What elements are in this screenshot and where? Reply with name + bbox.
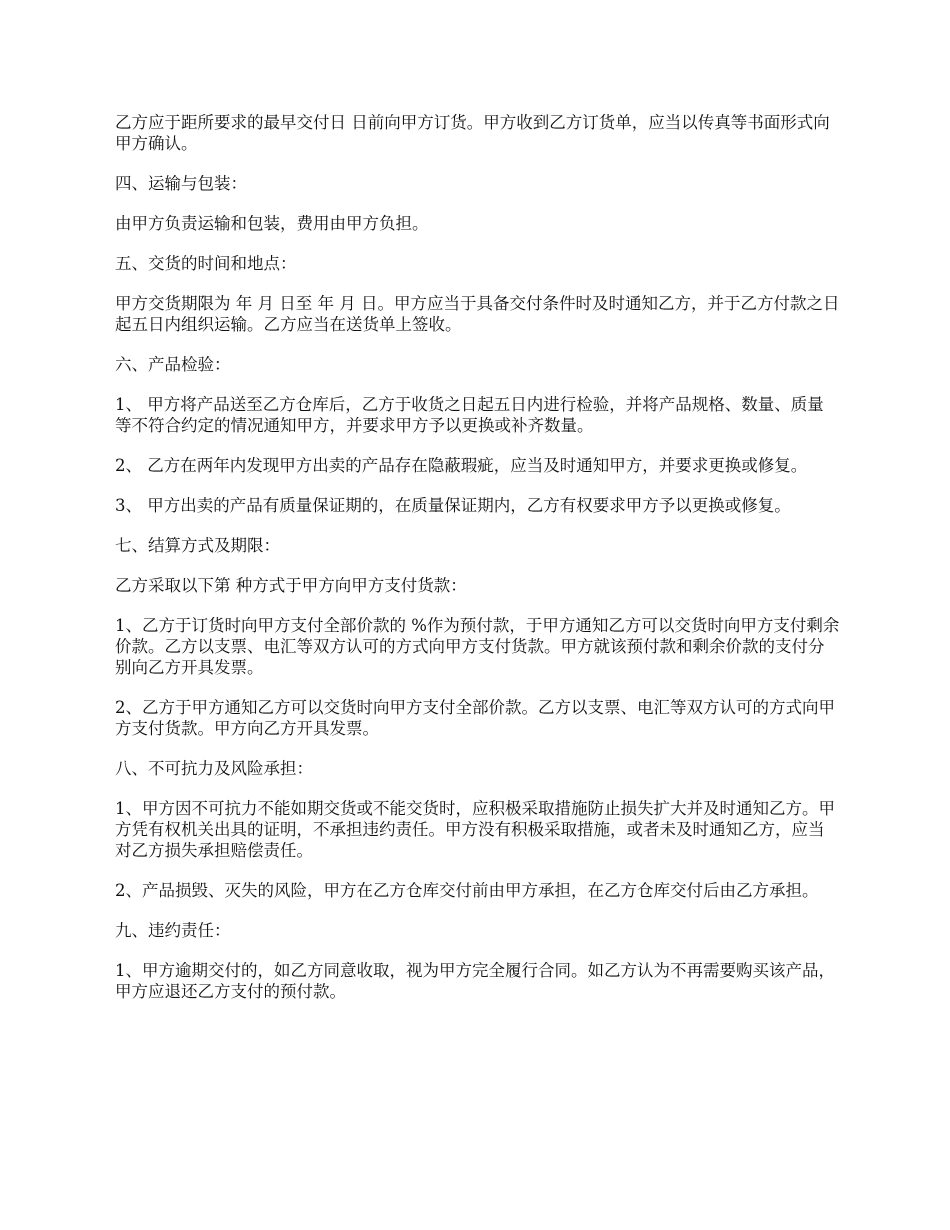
paragraph-settlement-2: 2、乙方于甲方通知乙方可以交货时向甲方支付全部价款。乙方以支票、电汇等双方认可的方式向甲方支付货款。甲方向乙方开具发票。	[115, 698, 835, 738]
paragraph-force-majeure-2: 2、产品损毁、灭失的风险，甲方在乙方仓库交付前由甲方承担，在乙方仓库交付后由乙方承担。	[115, 881, 819, 900]
heading-settlement: 七、结算方式及期限：	[115, 536, 280, 555]
paragraph-liability-1: 1、甲方逾期交付的，如乙方同意收取，视为甲方完全履行合同。如乙方认为不再需要购买该产品，甲方应退还乙方支付的预付款。	[115, 961, 835, 1001]
heading-force-majeure: 八、不可抗力及风险承担：	[115, 759, 313, 778]
heading-delivery-time-place: 五、交货的时间和地点：	[115, 254, 297, 273]
paragraph-force-majeure-1: 1、甲方因不可抗力不能如期交货或不能交货时，应积极采取措施防止损失扩大并及时通知乙方。甲方凭有权机关出具的证明，不承担违约责任。甲方没有积极采取措施，或者未及时通知乙方，应当对乙方损失承担赔偿责任。	[115, 799, 835, 860]
heading-transport-packaging: 四、运输与包装：	[115, 174, 247, 193]
paragraph-inspection-3: 3、 甲方出卖的产品有质量保证期的，在质量保证期内，乙方有权要求甲方予以更换或修复。	[115, 496, 791, 515]
paragraph-settlement-intro: 乙方采取以下第 种方式于甲方向甲方支付货款：	[115, 576, 467, 595]
paragraph-settlement-1: 1、乙方于订货时向甲方支付全部价款的 %作为预付款，于甲方通知乙方可以交货时向甲方支付剩余价款。乙方以支票、电汇等双方认可的方式向甲方支付货款。甲方就该预付款和剩余价款的支付分别向乙方开具发票。	[115, 616, 840, 677]
document-body	[115, 112, 840, 1021]
heading-liability: 九、违约责任：	[115, 921, 231, 940]
paragraph-order-confirmation: 乙方应于距所要求的最早交付日 日前向甲方订货。甲方收到乙方订货单，应当以传真等书面形式向甲方确认。	[115, 113, 830, 153]
paragraph-inspection-2: 2、 乙方在两年内发现甲方出卖的产品存在隐蔽瑕疵，应当及时通知甲方，并要求更换或修复。	[115, 456, 808, 475]
paragraph-transport: 由甲方负责运输和包装，费用由甲方负担。	[115, 214, 429, 233]
paragraph-inspection-1: 1、 甲方将产品送至乙方仓库后，乙方于收货之日起五日内进行检验，并将产品规格、数量、质量等不符合约定的情况通知甲方，并要求甲方予以更换或补齐数量。	[115, 395, 824, 435]
paragraph-delivery: 甲方交货期限为 年 月 日至 年 月 日。甲方应当于具备交付条件时及时通知乙方，并于乙方付款之日起五日内组织运输。乙方应当在送货单上签收。	[115, 294, 840, 334]
heading-product-inspection: 六、产品检验：	[115, 355, 231, 374]
